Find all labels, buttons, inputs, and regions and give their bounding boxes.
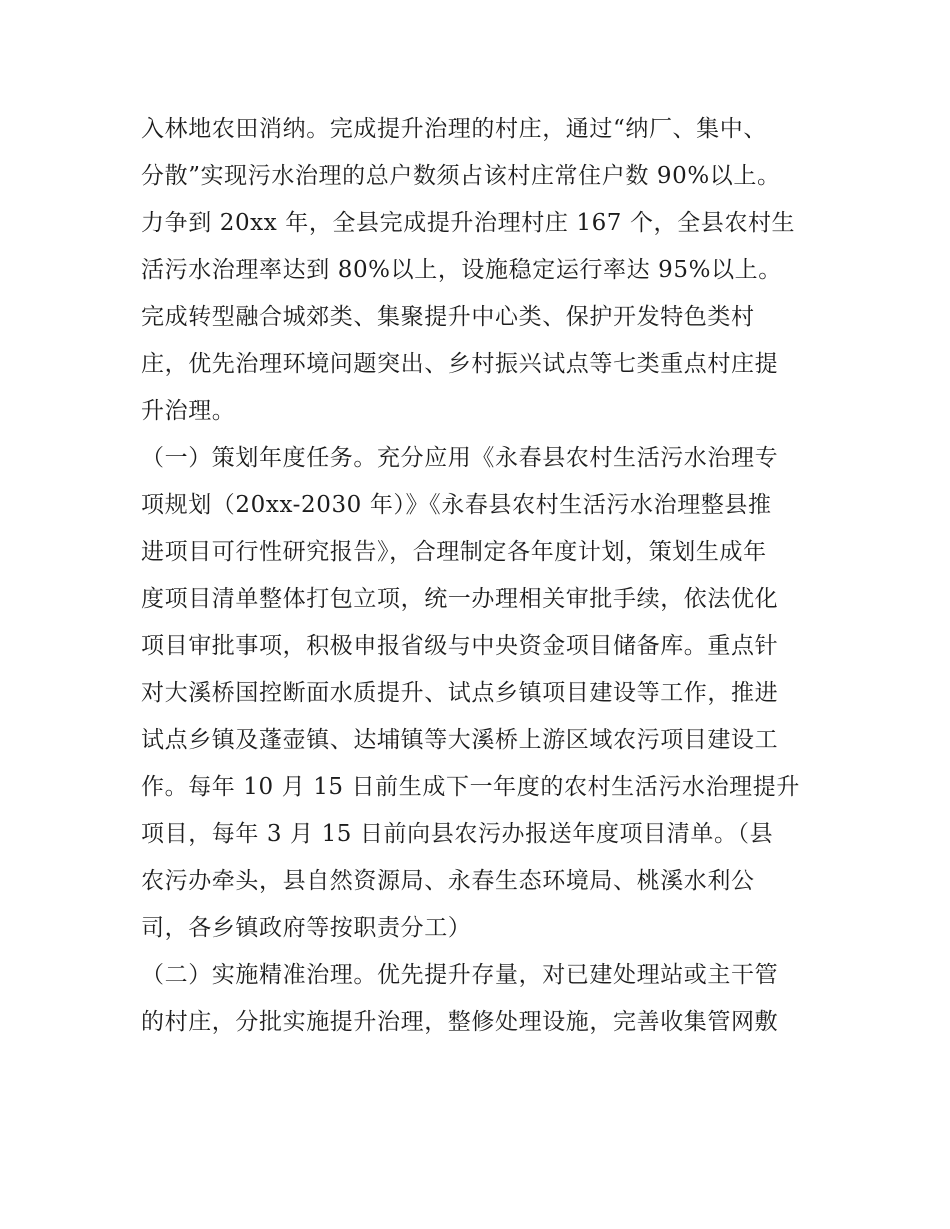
- text-line: 司，各乡镇政府等按职责分工）: [141, 915, 472, 941]
- text-line: 完成转型融合城郊类、集聚提升中心类、保护开发特色类村: [141, 304, 755, 330]
- text-line: 分散”实现污水治理的总户数须占该村庄常住户数 90%以上。: [141, 163, 781, 189]
- text-line: 作。每年 10 月 15 日前生成下一年度的农村生活污水治理提升: [141, 774, 800, 800]
- text-line: 试点乡镇及蓬壶镇、达埔镇等大溪桥上游区域农污项目建设工: [141, 727, 779, 753]
- text-line: 力争到 20xx 年，全县完成提升治理村庄 167 个，全县农村生: [141, 210, 796, 236]
- section-heading-line: （一）策划年度任务。充分应用《永春县农村生活污水治理专: [141, 445, 779, 471]
- text-line: 升治理。: [141, 398, 236, 424]
- text-line: 对大溪桥国控断面水质提升、试点乡镇项目建设等工作，推进: [141, 680, 779, 706]
- text-line: 度项目清单整体打包立项，统一办理相关审批手续，依法优化: [141, 586, 779, 612]
- document-body: [141, 106, 821, 1046]
- text-line: 活污水治理率达到 80%以上，设施稳定运行率达 95%以上。: [141, 257, 782, 283]
- section-heading-line: （二）实施精准治理。优先提升存量，对已建处理站或主干管: [141, 962, 779, 988]
- text-line: 项目审批事项，积极申报省级与中央资金项目储备库。重点针: [141, 633, 779, 659]
- text-line: 入林地农田消纳。完成提升治理的村庄，通过“纳厂、集中、: [141, 116, 767, 142]
- text-line: 农污办牵头，县自然资源局、永春生态环境局、桃溪水利公: [141, 868, 755, 894]
- text-line: 项目，每年 3 月 15 日前向县农污办报送年度项目清单。（县: [141, 821, 774, 847]
- text-line: 项规划（20xx-2030 年）》《永春县农村生活污水治理整县推: [141, 492, 772, 518]
- text-line: 庄，优先治理环境问题突出、乡村振兴试点等七类重点村庄提: [141, 351, 779, 377]
- text-line: 进项目可行性研究报告》，合理制定各年度计划，策划生成年: [141, 539, 767, 565]
- text-line: 的村庄，分批实施提升治理，整修处理设施，完善收集管网敷: [141, 1009, 779, 1035]
